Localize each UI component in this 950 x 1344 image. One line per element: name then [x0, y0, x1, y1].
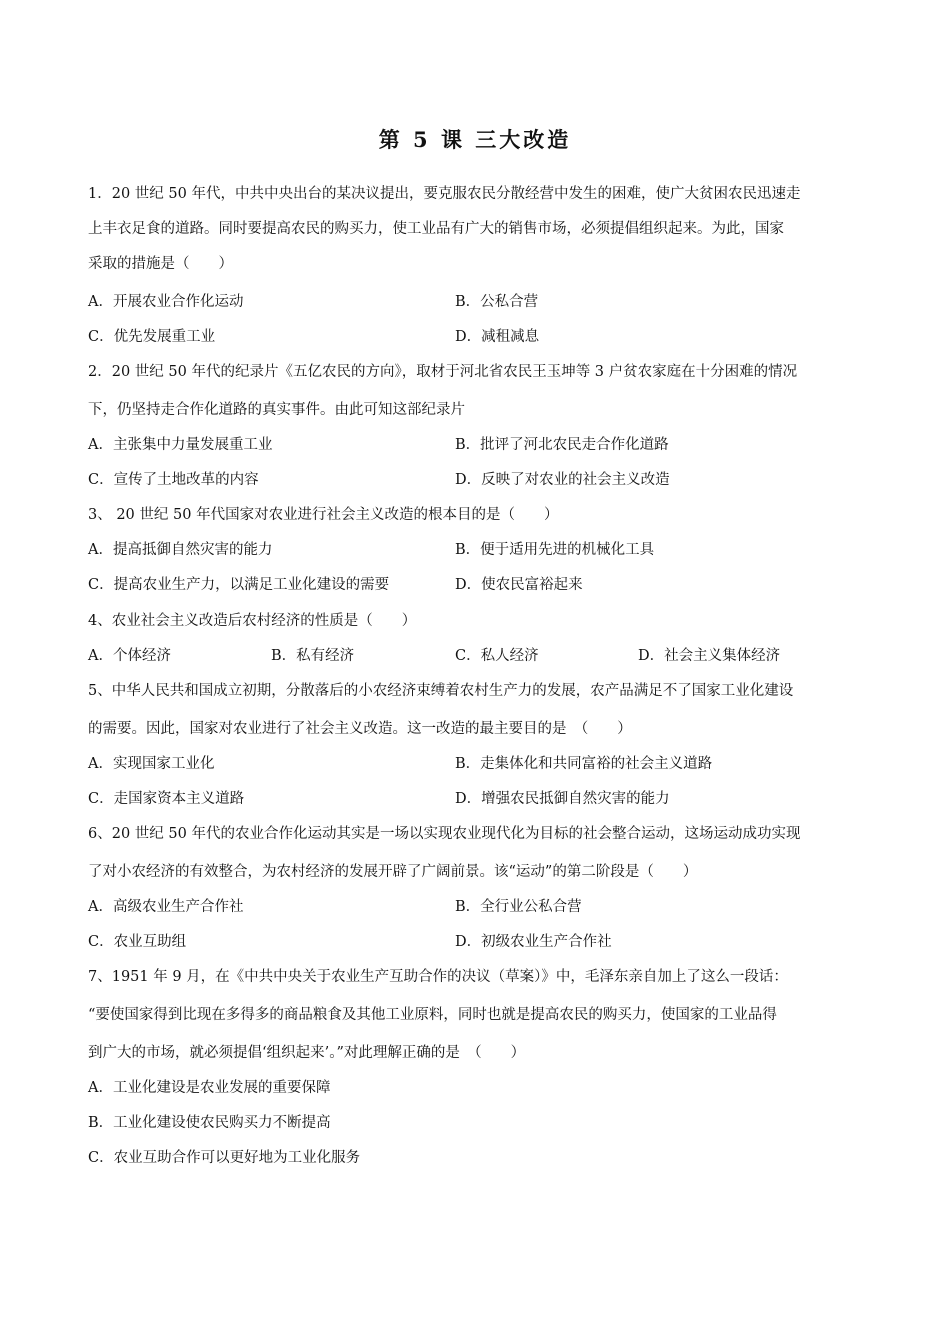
q2-line-2: 下，仍坚持走合作化道路的真实事件。由此可知这部纪录片 — [88, 402, 465, 418]
q7-line-3: 到广大的市场，就必须提倡‘组织起来’。”对此理解正确的是 （ ） — [88, 1045, 526, 1061]
q3-option-b: B．便于适用先进的机械化工具 — [455, 542, 655, 558]
q5-option-d: D．增强农民抵御自然灾害的能力 — [455, 791, 670, 807]
q2-option-a: A．主张集中力量发展重工业 — [88, 437, 273, 453]
q7-line-1: 7、1951 年 9 月，在《中共中央关于农业生产互助合作的决议（草案）》中，毛泽东亲自加上了这么一段话： — [88, 969, 788, 985]
q3-option-d: D．使农民富裕起来 — [455, 577, 583, 593]
q6-option-c: C．农业互助组 — [88, 934, 187, 950]
q3-option-c: C．提高农业生产力，以满足工业化建设的需要 — [88, 577, 390, 593]
q7-option-a: A．工业化建设是农业发展的重要保障 — [88, 1080, 331, 1096]
q2-option-b: B．批评了河北农民走合作化道路 — [455, 437, 669, 453]
q5-line-2: 的需要。因此，国家对农业进行了社会主义改造。这一改造的最主要目的是 （ ） — [88, 721, 632, 737]
q4-option-a: A．个体经济 — [88, 648, 171, 664]
q4-option-b: B．私有经济 — [271, 648, 355, 664]
q1-line-3: 采取的措施是（ ） — [88, 256, 233, 272]
q1-option-a: A．开展农业合作化运动 — [88, 294, 244, 310]
q2-line-1: 2．20 世纪 50 年代的纪录片《五亿农民的方向》，取材于河北省农民王玉坤等 3 户贫农家庭在十分困难的情况 — [88, 364, 798, 380]
q4-option-c: C．私人经济 — [455, 648, 539, 664]
q7-option-b: B．工业化建设使农民购买力不断提高 — [88, 1115, 331, 1131]
q3-option-a: A．提高抵御自然灾害的能力 — [88, 542, 273, 558]
q6-line-1: 6、20 世纪 50 年代的农业合作化运动其实是一场以实现农业现代化为目标的社会整合运动，这场运动成功实现 — [88, 826, 801, 842]
q1-line-2: 上丰衣足食的道路。同时要提高农民的购买力，使工业品有广大的销售市场，必须提倡组织起来。为此，国家 — [88, 221, 784, 237]
q5-option-c: C．走国家资本主义道路 — [88, 791, 245, 807]
q7-line-2: “要使国家得到比现在多得多的商品粮食及其他工业原料，同时也就是提高农民的购买力，使国家的工业品得 — [88, 1007, 777, 1023]
q1-option-d: D．减租减息 — [455, 329, 540, 345]
q7-option-c: C．农业互助合作可以更好地为工业化服务 — [88, 1150, 361, 1166]
q6-option-d: D．初级农业生产合作社 — [455, 934, 612, 950]
q3-line-1: 3、 20 世纪 50 年代国家对农业进行社会主义改造的根本目的是（ ） — [88, 507, 559, 523]
q4-line-1: 4、农业社会主义改造后农村经济的性质是（ ） — [88, 613, 417, 629]
q5-option-a: A．实现国家工业化 — [88, 756, 215, 772]
page-title: 第 5 课 三大改造 — [378, 127, 572, 152]
q1-option-c: C．优先发展重工业 — [88, 329, 216, 345]
q6-option-b: B．全行业公私合营 — [455, 899, 582, 915]
q6-option-a: A．高级农业生产合作社 — [88, 899, 244, 915]
q2-option-c: C．宣传了土地改革的内容 — [88, 472, 259, 488]
q6-line-2: 了对小农经济的有效整合，为农村经济的发展开辟了广阔前景。该“运动”的第二阶段是（ ） — [88, 864, 698, 880]
q5-option-b: B．走集体化和共同富裕的社会主义道路 — [455, 756, 713, 772]
q5-line-1: 5、中华人民共和国成立初期，分散落后的小农经济束缚着农村生产力的发展，农产品满足不了国家工业化建设 — [88, 683, 794, 699]
q2-option-d: D．反映了对农业的社会主义改造 — [455, 472, 670, 488]
q4-option-d: D．社会主义集体经济 — [638, 648, 781, 664]
q1-option-b: B．公私合营 — [455, 294, 539, 310]
q1-line-1: 1．20 世纪 50 年代，中共中央出台的某决议提出，要克服农民分散经营中发生的困难，使广大贫困农民迅速走 — [88, 186, 801, 202]
